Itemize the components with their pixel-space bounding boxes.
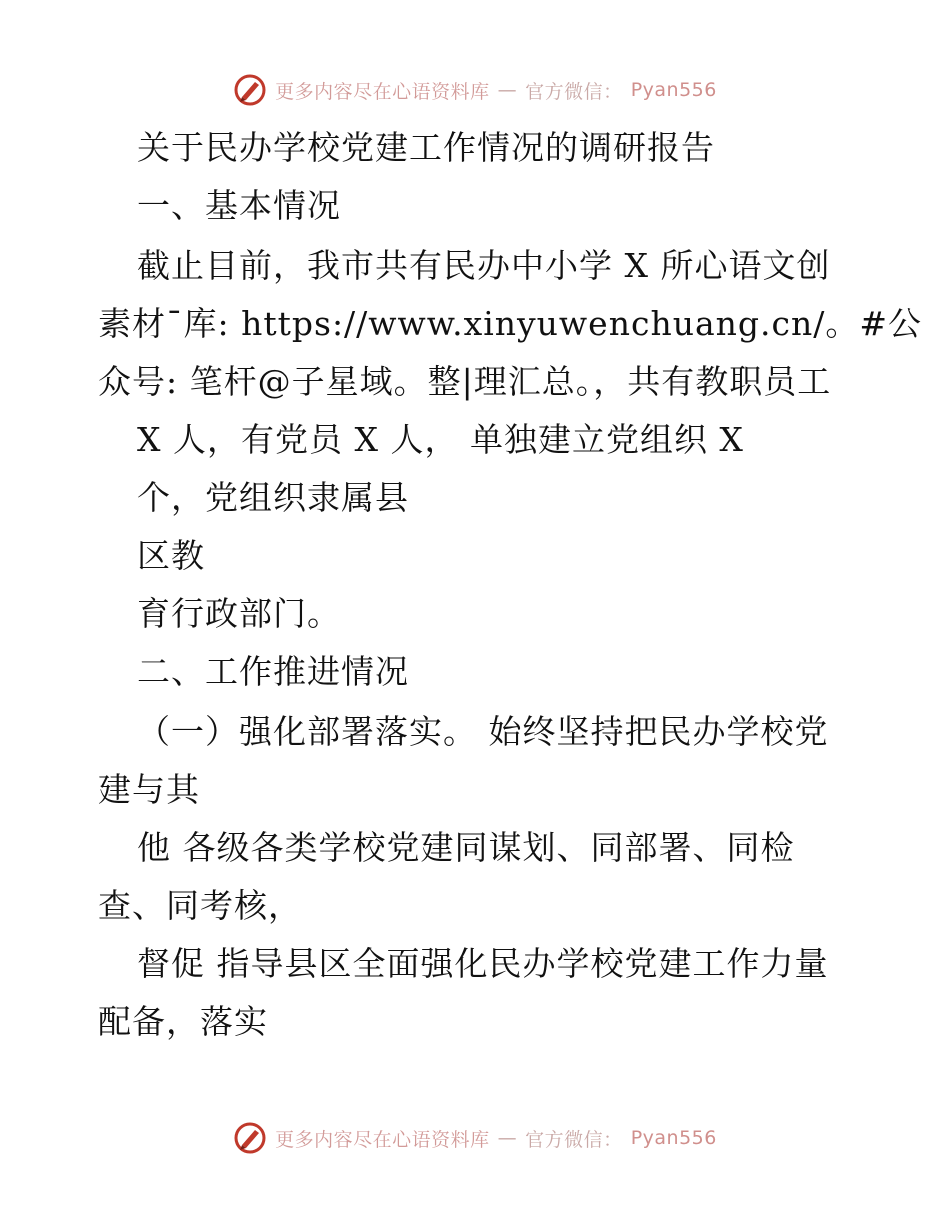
body-line: 截止目前，我市共有民办中小学 X 所心语文创 xyxy=(137,246,831,285)
body-line: 区教 xyxy=(137,536,205,575)
watermark-wechat-id: Pyan556 xyxy=(630,1127,717,1149)
watermark-wechat-label: 官方微信： xyxy=(525,1128,623,1151)
body-line: 他 各级各类学校党建同谋划、同部署、同检 xyxy=(137,828,795,867)
body-line: 育行政部门。 xyxy=(137,594,341,633)
body-line: 素材¯库: https://www.xinyuwenchuang.cn/。#公 xyxy=(98,304,922,343)
body-line: 个，党组织隶属县 xyxy=(137,478,409,517)
section-heading: 二、工作推进情况 xyxy=(137,652,409,691)
body-line: 督促 指导县区全面强化民办学校党建工作力量 xyxy=(137,944,829,983)
watermark-separator: — xyxy=(497,1127,518,1149)
watermark-text: 更多内容尽在心语资料库 xyxy=(275,1128,490,1151)
watermark-wechat-id: Pyan556 xyxy=(630,79,717,101)
body-line: 建与其 xyxy=(98,770,200,809)
watermark-separator: — xyxy=(497,79,518,101)
watermark-text: 更多内容尽在心语资料库 xyxy=(275,80,490,103)
pen-logo-icon xyxy=(233,1121,267,1155)
watermark-header xyxy=(0,70,950,110)
body-line: X 人，有党员 X 人， 单独建立党组织 X xyxy=(137,420,744,459)
watermark-footer xyxy=(0,1118,950,1158)
watermark-wechat-label: 官方微信： xyxy=(525,80,623,103)
section-heading: 一、基本情况 xyxy=(137,186,341,225)
body-line: （一）强化部署落实。 始终坚持把民办学校党 xyxy=(137,712,829,751)
pen-logo-icon xyxy=(233,73,267,107)
document-title: 关于民办学校党建工作情况的调研报告 xyxy=(137,128,715,167)
body-line: 配备，落实 xyxy=(98,1002,268,1041)
body-line: 众号: 笔杆@子星域。整|理汇总。，共有教职员工 xyxy=(98,362,832,401)
body-line: 查、同考核， xyxy=(98,886,302,925)
